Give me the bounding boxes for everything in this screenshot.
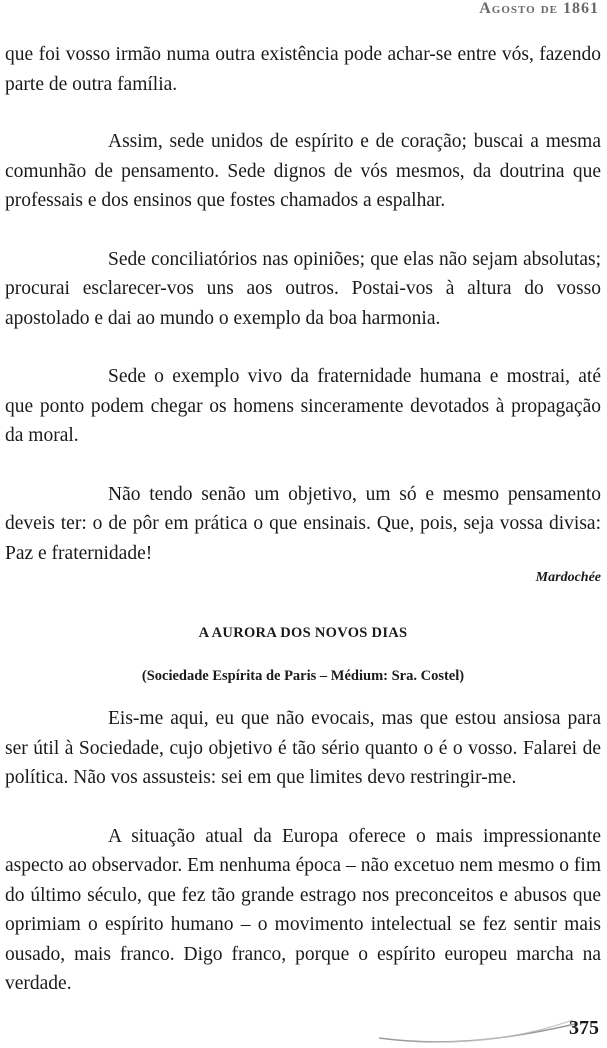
decorative-swoosh (377, 1016, 577, 1044)
paragraph: Sede conciliatórios nas opiniões; que elas não sejam absolutas; procurai esclarecer-vos uns aos outros. Postai-vos à altura do vosso apostolado e dai ao mundo o exemplo da boa harmonia. (5, 248, 601, 329)
page-number: 375 (569, 1017, 599, 1039)
paragraph: Assim, sede unidos de espírito e de coração; buscai a mesma comunhão de pensamento. Sede dignos de vós mesmos, da doutrina que professais e dos ensinos que fostes chamados a espalhar. (5, 131, 601, 211)
paragraph: Não tendo senão um objetivo, um só e mesmo pensamento deveis ter: o de pôr em prática o que ensinais. Que, pois, seja vossa divisa: Paz e fraternidade! (5, 483, 601, 564)
paragraph: Sede o exemplo vivo da fraternidade humana e mostrai, até que ponto podem chegar os homens sinceramente devotados à propagação da moral. (5, 366, 601, 446)
signature: Mardochée (535, 570, 601, 585)
paragraph-continuation: que foi vosso irmão numa outra existência pode achar-se entre vós, fazendo parte de outra família. (5, 44, 601, 95)
paragraph: Eis-me aqui, eu que não evocais, mas que estou ansiosa para ser útil à Sociedade, cujo objetivo é tão sério quanto o é o vosso. Falarei de política. Não vos assusteis: sei em que limites devo restringir-me. (5, 708, 601, 788)
paragraph: A situação atual da Europa oferece o mais impressionante aspecto ao observador. Em nenhuma época – não excetuo nem mesmo o fim do último século, que fez tão grande estrago nos preconceitos e abusos que oprimiam o espírito humano – o movimento intelectual se fez sentir mais ousado, mais franco. Digo franco, porque o espírito europeu marcha na verdade. (5, 825, 601, 994)
section-subtitle: (Sociedade Espírita de Paris – Médium: Sra. Costel) (141, 667, 465, 684)
section-title: A AURORA DOS NOVOS DIAS (198, 625, 408, 641)
page-body (5, 40, 601, 999)
running-header: Agosto de 1861 (479, 0, 599, 17)
